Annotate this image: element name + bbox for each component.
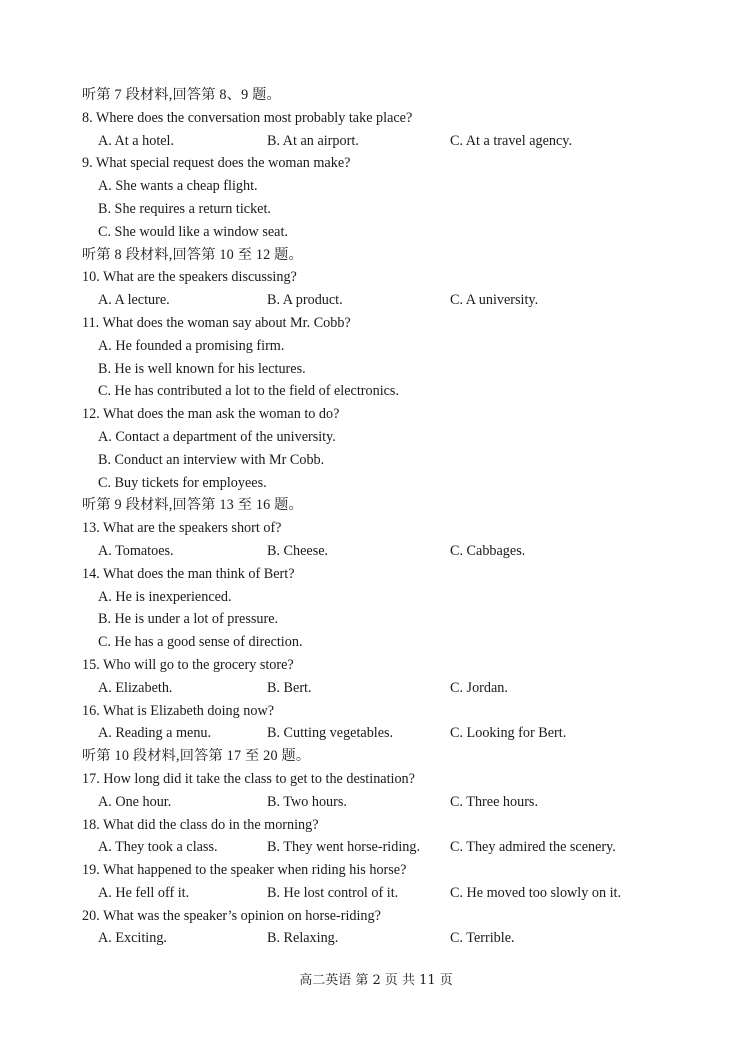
question-stem: 11. What does the woman say about Mr. Cobb? xyxy=(82,314,351,331)
answer-option: C. At a travel agency. xyxy=(450,132,572,149)
answer-option: A. Reading a menu. xyxy=(98,725,212,742)
answer-option: C. They admired the scenery. xyxy=(450,839,616,856)
page-footer: 高二英语 第 2 页 共 11 页 xyxy=(299,973,453,988)
answer-option: B. Bert. xyxy=(267,679,312,696)
option-row xyxy=(82,791,722,814)
answer-option: B. He is well known for his lectures. xyxy=(98,360,306,377)
question-stem: 18. What did the class do in the morning? xyxy=(82,816,319,833)
answer-option: A. One hour. xyxy=(98,793,172,810)
question-stem: 12. What does the man ask the woman to do? xyxy=(82,406,340,423)
answer-option: B. Two hours. xyxy=(267,793,347,810)
answer-option: B. They went horse-riding. xyxy=(267,839,421,856)
answer-option: B. Cutting vegetables. xyxy=(267,725,394,742)
answer-option: A. Contact a department of the university. xyxy=(98,428,336,445)
answer-option: C. Three hours. xyxy=(450,793,538,810)
answer-option: C. A university. xyxy=(450,292,539,309)
answer-option: C. Jordan. xyxy=(450,679,508,696)
option-row xyxy=(82,927,722,950)
section-heading: 听第 10 段材料,回答第 17 至 20 题。 xyxy=(82,748,311,765)
question-stem: 13. What are the speakers short of? xyxy=(82,520,282,537)
answer-option: B. A product. xyxy=(267,292,343,309)
question-stem: 9. What special request does the woman make? xyxy=(82,155,351,172)
answer-option: B. He lost control of it. xyxy=(267,884,399,901)
answer-option: A. Exciting. xyxy=(98,930,167,947)
option-row xyxy=(82,289,722,312)
question-stem: 14. What does the man think of Bert? xyxy=(82,565,295,582)
answer-option: C. She would like a window seat. xyxy=(98,223,288,240)
answer-option: B. Cheese. xyxy=(267,542,329,559)
answer-option: C. He moved too slowly on it. xyxy=(450,884,622,901)
answer-option: B. At an airport. xyxy=(267,132,359,149)
answer-option: B. She requires a return ticket. xyxy=(98,200,271,217)
answer-option: C. Looking for Bert. xyxy=(450,725,567,742)
question-stem: 16. What is Elizabeth doing now? xyxy=(82,702,275,719)
question-stem: 15. Who will go to the grocery store? xyxy=(82,656,294,673)
answer-option: B. Conduct an interview with Mr Cobb. xyxy=(98,451,325,468)
section-heading: 听第 8 段材料,回答第 10 至 12 题。 xyxy=(82,246,303,263)
answer-option: A. They took a class. xyxy=(98,839,218,856)
exam-page-content xyxy=(82,84,722,950)
answer-option: A. Tomatoes. xyxy=(98,542,174,559)
option-row xyxy=(82,677,722,700)
question-stem: 8. Where does the conversation most probably take place? xyxy=(82,109,413,126)
option-row xyxy=(82,540,722,563)
option-row xyxy=(82,722,722,745)
answer-option: A. He founded a promising firm. xyxy=(98,337,285,354)
option-row xyxy=(82,130,722,153)
option-row xyxy=(82,882,722,905)
question-stem: 17. How long did it take the class to get to the destination? xyxy=(82,770,415,787)
answer-option: A. A lecture. xyxy=(98,292,170,309)
option-row xyxy=(82,836,722,859)
section-heading: 听第 9 段材料,回答第 13 至 16 题。 xyxy=(82,497,303,514)
answer-option: C. He has contributed a lot to the field of electronics. xyxy=(98,383,399,400)
answer-option: B. Relaxing. xyxy=(267,930,339,947)
answer-option: A. She wants a cheap flight. xyxy=(98,178,258,195)
answer-option: B. He is under a lot of pressure. xyxy=(98,611,279,628)
answer-option: C. Terrible. xyxy=(450,930,515,947)
answer-option: A. Elizabeth. xyxy=(98,679,173,696)
answer-option: C. He has a good sense of direction. xyxy=(98,634,303,651)
answer-option: C. Buy tickets for employees. xyxy=(98,474,267,491)
section-heading: 听第 7 段材料,回答第 8、9 题。 xyxy=(82,87,281,103)
question-stem: 20. What was the speaker’s opinion on horse-riding? xyxy=(82,907,381,924)
answer-option: A. He is inexperienced. xyxy=(98,588,232,605)
answer-option: C. Cabbages. xyxy=(450,542,526,559)
question-stem: 19. What happened to the speaker when riding his horse? xyxy=(82,862,407,879)
answer-option: A. At a hotel. xyxy=(98,132,175,149)
answer-option: A. He fell off it. xyxy=(98,884,190,901)
question-stem: 10. What are the speakers discussing? xyxy=(82,269,297,286)
